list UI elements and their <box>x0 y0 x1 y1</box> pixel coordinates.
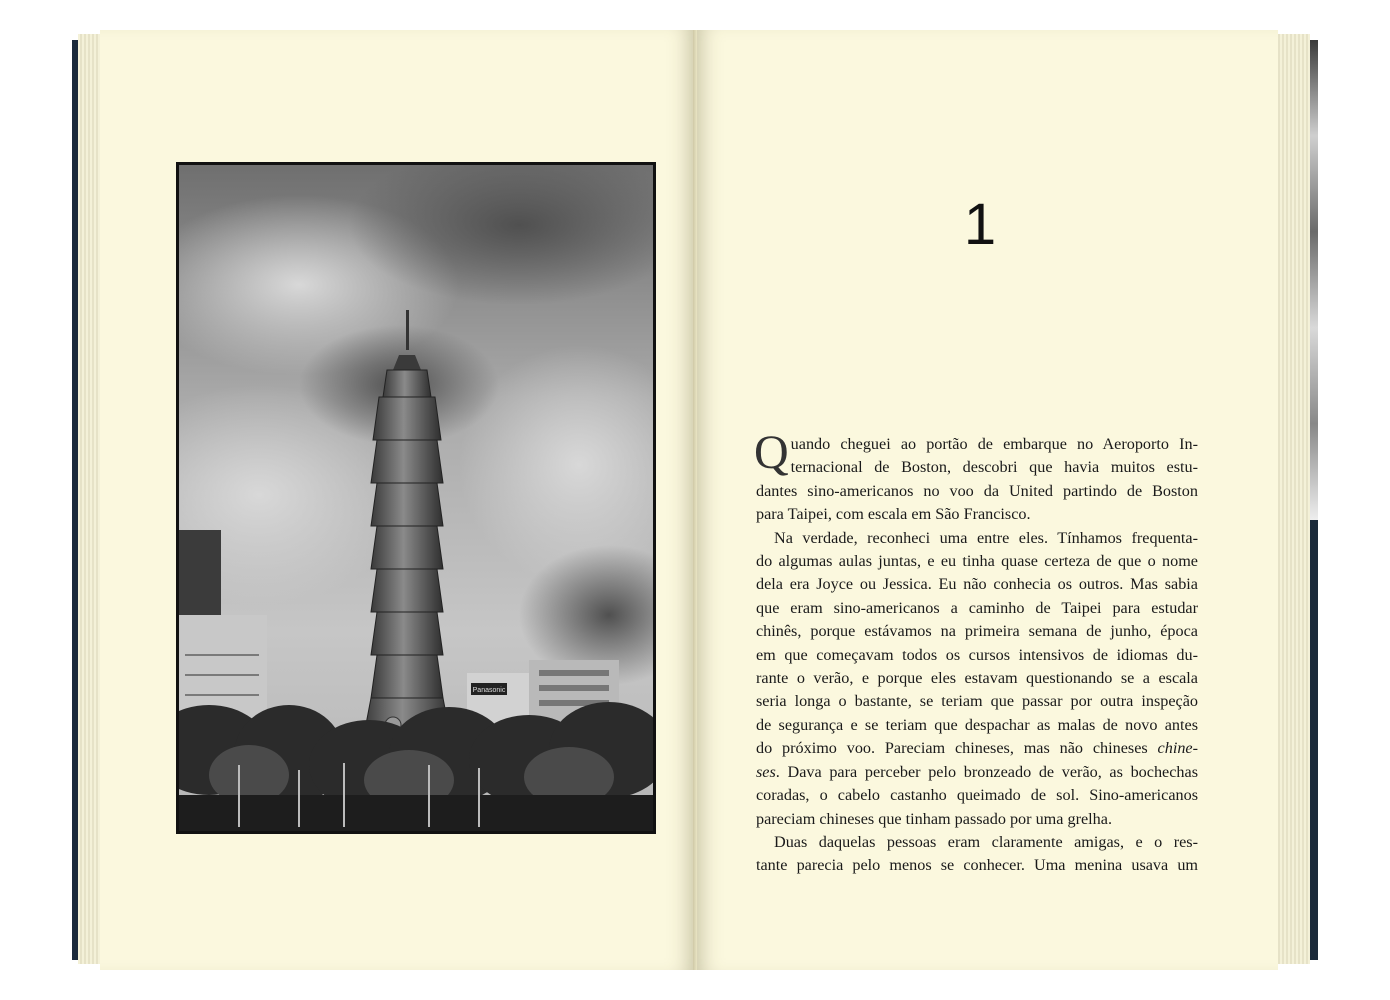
text-line: que eram sino-americanos a caminho de Taipei para estudar <box>756 598 1198 617</box>
chapter-number: 1 <box>963 192 997 257</box>
italic-word: chine- <box>1157 739 1198 758</box>
tower-photo <box>176 162 656 834</box>
text-line: coradas, o cabelo castanho queimado de sol. Sino-americanos <box>756 786 1198 805</box>
text-line: chinês, porque estávamos na primeira semana de junho, época <box>756 622 1198 641</box>
page-edges-left <box>78 34 102 964</box>
text-line: Duas daquelas pessoas eram claramente amigas, e o res- <box>774 832 1198 851</box>
text-line: para Taipei, com escala em São Francisco. <box>756 505 1031 524</box>
text-line: pareciam chineses que tinham passado por uma grelha. <box>756 809 1112 828</box>
chapter-body-text <box>754 426 1198 878</box>
text-line: tante parecia pelo menos se conhecer. Uma menina usava um <box>756 856 1198 875</box>
text-line: de segurança e se teriam que despachar as malas de novo antes <box>756 715 1198 734</box>
paragraph-3 <box>756 831 1198 878</box>
paragraph-1 <box>754 426 1198 527</box>
text-line <box>756 761 1198 784</box>
text-line: do algumas aulas juntas, e eu tinha quase certeza de que o nome <box>756 552 1198 571</box>
text-line: uando cheguei ao portão de embarque no Aeroporto In- <box>790 435 1198 453</box>
text-line: dela era Joyce ou Jessica. Eu não conhecia os outros. Mas sabia <box>756 575 1198 594</box>
panasonic-sign: Panasonic <box>472 687 506 694</box>
page-edges-right <box>1276 34 1310 964</box>
text-line: ternacional de Boston, descobri que havia muitos estu- <box>790 458 1198 477</box>
text-fragment: do próximo voo. Pareciam chineses, mas não chineses <box>756 739 1158 758</box>
text-line: seria longa o bastante, se teriam que passar por outra inspeção <box>756 692 1198 711</box>
book-gutter <box>693 30 697 970</box>
text-line: dantes sino-americanos no voo da United partindo de Boston <box>756 481 1198 500</box>
taipei-101-tower-photo-icon <box>179 165 653 831</box>
italic-word: ses <box>756 762 776 781</box>
drop-cap: Q <box>754 426 789 479</box>
text-fragment: . Dava para perceber pelo bronzeado de verão, as bochechas <box>775 762 1198 781</box>
text-line: Na verdade, reconheci uma entre eles. Tínhamos frequenta- <box>774 528 1198 547</box>
text-line <box>756 737 1198 760</box>
book-cover-photo-edge <box>1310 40 1318 520</box>
text-line: rante o verão, e porque eles estavam questionando se a escala <box>756 669 1198 688</box>
text-line: em que começavam todos os cursos intensivos de idiomas du- <box>756 645 1198 664</box>
paragraph-2 <box>756 527 1198 831</box>
